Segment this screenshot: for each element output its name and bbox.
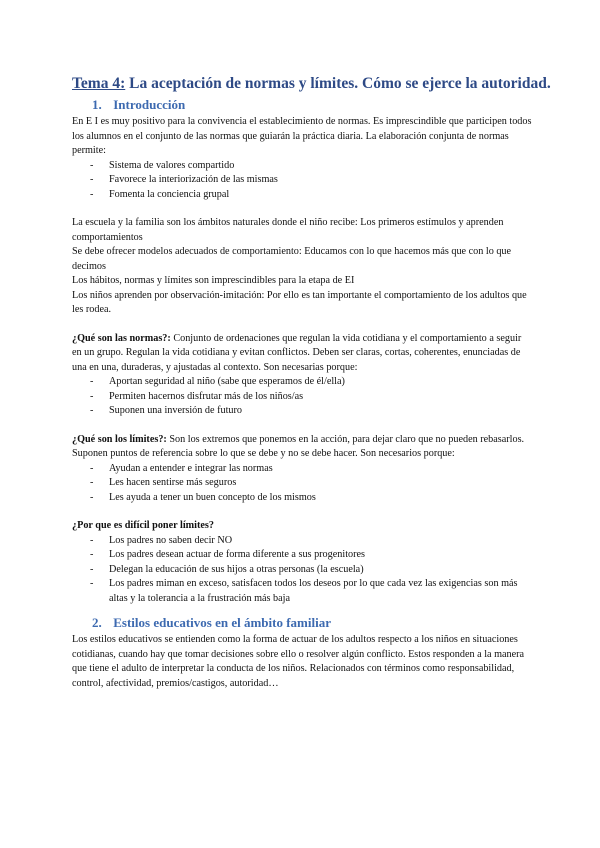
paragraph-habitos: Los hábitos, normas y límites son imprescindibles para la etapa de EI <box>72 275 355 286</box>
list-item: - Fomenta la conciencia grupal <box>72 188 532 203</box>
normas-question: ¿Qué son las normas?: <box>72 332 171 344</box>
limites-question: ¿Qué son los límites?: <box>72 433 167 445</box>
list-item: - Permiten hacernos disfrutar más de los niños/as <box>72 390 532 405</box>
title-tema: Tema 4: <box>72 75 126 92</box>
normas-text: Conjunto de ordenaciones que regulan la vida cotidiana y el comportamiento a seguir en un grupo. Regulan la vida cotidiana y evitan conflictos. Deben ser claras, cortas, coherentes, enunciadas de una en una, duraderas, y ajustadas al contexto. Son necesarias porque: <box>72 332 522 373</box>
normas-list <box>72 375 532 419</box>
document-title <box>72 74 551 94</box>
list-item: - Les ayuda a tener un buen concepto de los mismos <box>72 491 532 506</box>
dificil-list <box>72 534 532 607</box>
list-item: - Aportan seguridad al niño (sabe que esperamos de él/ella) <box>72 375 532 390</box>
list-item: - Sistema de valores compartido <box>72 159 532 174</box>
document-page <box>72 74 551 691</box>
limites-paragraph <box>72 433 532 462</box>
paragraph-escuela: La escuela y la familia son los ámbitos naturales donde el niño recibe: Los primeros estímulos y aprenden comportamientos <box>72 217 504 243</box>
section-1-number: 1. <box>92 97 102 112</box>
dificil-question: ¿Por que es difícil poner límites? <box>72 520 214 531</box>
section-1-title: Introducción <box>113 97 186 112</box>
list-item: - Los padres no saben decir NO <box>72 534 532 549</box>
list-item: - Suponen una inversión de futuro <box>72 404 532 419</box>
list-item: - Favorece la interiorización de las mismas <box>72 173 532 188</box>
section-2-heading <box>92 614 532 632</box>
list-item: - Los padres miman en exceso, satisfacen todos los deseos por lo que cada vez las exigencias son más altas y la tolerancia a la frustración más baja <box>72 577 532 606</box>
normas-paragraph <box>72 332 532 376</box>
list-item: - Les hacen sentirse más seguros <box>72 476 532 491</box>
paragraph-observacion: Los niños aprenden por observación-imitación: Por ello es tan importante el comportamiento de los adultos que les rodea. <box>72 289 527 315</box>
limites-list <box>72 462 532 506</box>
section-2-title: Estilos educativos en el ámbito familiar <box>113 615 331 630</box>
intro-list <box>72 159 532 203</box>
list-item: - Los padres desean actuar de forma diferente a sus progenitores <box>72 548 532 563</box>
title-text: La aceptación de normas y límites. Cómo se ejerce la autoridad. <box>125 75 551 92</box>
dificil-paragraph <box>72 519 532 534</box>
limites-text: Son los extremos que ponemos en la acción, para dejar claro que no pueden rebasarlos. Suponen puntos de referencia sobre lo que se debe y no se debe hacer. Son necesarios porque: <box>72 433 525 459</box>
list-item: - Delegan la educación de sus hijos a otras personas (la escuela) <box>72 563 532 578</box>
section-1-heading <box>92 96 532 114</box>
list-item: - Ayudan a entender e integrar las normas <box>72 462 532 477</box>
estilos-paragraph: Los estilos educativos se entienden como la forma de actuar de los adultos respecto a los niños en situaciones cotidianas, cuando hay que tomar decisiones sobre ello o resolver algún conflicto. Estos responden a la manera que tiene el adulto de interpretar la conducta de los niños. Relacionados con términos como responsabilidad, control, afectividad, premios/castigos, autoridad… <box>72 634 525 689</box>
intro-paragraph: En E I es muy positivo para la convivencia el establecimiento de normas. Es imprescindible que participen todos los alumnos en el conjunto de las normas que guiarán la práctica diaria. La elaboración conjunta de normas permite: <box>72 116 532 156</box>
paragraph-modelos: Se debe ofrecer modelos adecuados de comportamiento: Educamos con lo que hacemos más que con lo que decimos <box>72 246 512 272</box>
section-2-number: 2. <box>92 615 102 630</box>
